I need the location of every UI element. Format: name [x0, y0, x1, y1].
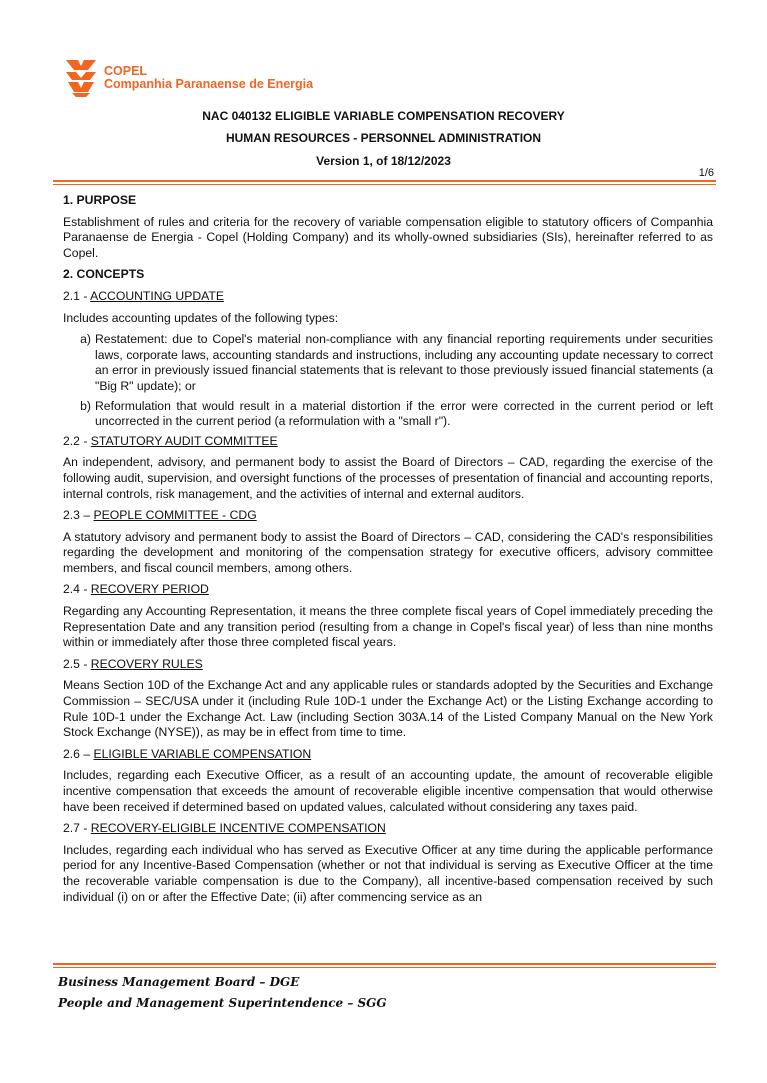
department-title: HUMAN RESOURCES - PERSONNEL ADMINISTRATION	[225, 131, 542, 145]
accounting-update-list	[63, 332, 713, 430]
subsection-number: 2.4 -	[63, 582, 91, 597]
page-number: 1/6	[698, 167, 714, 179]
subsection-title: ELIGIBLE VARIABLE COMPENSATION	[93, 746, 312, 761]
list-marker: a)	[80, 332, 91, 347]
list-item	[63, 399, 713, 430]
recovery-period-text: Regarding any Accounting Representation, it means the three complete fiscal years of Copel immediately preceding the Representation Date and any transition period (resulting from a change in Copel's fiscal year) of less than nine months within or immediately after those three completed fiscal years.	[63, 604, 713, 650]
subsection-number: 2.3 –	[63, 508, 94, 523]
purpose-text: Establishment of rules and criteria for the recovery of variable compensation eligible to statutory officers of Companhia Paranaense de Energia - Copel (Holding Company) and its wholly-owned subsidiaries (SIs), hereinafter referred to as Copel.	[63, 214, 713, 260]
subsection-2-5	[63, 657, 713, 673]
subsection-number: 2.5 -	[63, 656, 91, 671]
subsection-title: ACCOUNTING UPDATE	[90, 288, 224, 303]
logo-subtitle: Companhia Paranaense de Energia	[104, 77, 314, 91]
subsection-number: 2.2 -	[63, 433, 91, 448]
list-marker: b)	[80, 398, 91, 413]
subsection-2-6	[63, 747, 713, 763]
header-divider	[53, 180, 716, 185]
section-heading-purpose: 1. PURPOSE	[63, 193, 137, 207]
version-line: Version 1, of 18/12/2023	[316, 154, 451, 168]
subsection-2-7	[63, 821, 713, 837]
subsection-title: RECOVERY PERIOD	[90, 582, 209, 597]
footer-divider	[53, 963, 716, 968]
subsection-2-1	[63, 289, 713, 305]
recovery-rules-text: Means Section 10D of the Exchange Act and any applicable rules or standards adopted by the Securities and Exchange Commission – SEC/USA under it (including Rule 10D-1 under the Exchange Act) or the Listing Exchange according to Rule 10D-1 under the Exchange Act. Law (including Section 303A.14 of the Listed Company Manual on the New York Stock Exchange (NYSE)), as may be in effect from time to time.	[63, 678, 713, 740]
footer-superintendence: People and Management Superintendence – SGG	[58, 996, 387, 1010]
audit-committee-text: An independent, advisory, and permanent body to assist the Board of Directors – CAD, regarding the exercise of the following audit, supervision, and oversight functions of the processes of presentation of financial and accounting reports, internal controls, risk management, and the activities of internal and external auditors.	[63, 455, 713, 501]
subsection-2-2	[63, 434, 713, 450]
subsection-title: RECOVERY RULES	[90, 656, 203, 671]
subsection-number: 2.7 -	[63, 821, 91, 836]
footer-board: Business Management Board – DGE	[58, 975, 300, 989]
logo-name: COPEL	[104, 64, 148, 78]
subsection-title: STATUTORY AUDIT COMMITTEE	[90, 433, 278, 448]
eligible-compensation-text: Includes, regarding each Executive Officer, as a result of an accounting update, the amount of recoverable eligible incentive compensation that exceeds the amount of recoverable eligible incentive compensation that would otherwise have been received if determined based on updated values, calculated without considering any taxes paid.	[63, 768, 713, 814]
document-body	[63, 193, 713, 911]
subsection-number: 2.1 -	[63, 288, 91, 303]
incentive-compensation-text: Includes, regarding each individual who has served as Executive Officer at any time during the applicable performance period for any Incentive-Based Compensation (whether or not that individual is serving as Executive Officer at the time the recoverable variable compensation is due to the Company), all incentive-based compensation received by such individual (i) on or after the Effective Date; (ii) after commencing service as an	[63, 842, 713, 904]
subsection-title: PEOPLE COMMITTEE - CDG	[93, 508, 257, 523]
list-item-text: Restatement: due to Copel's material non-compliance with any financial reporting requirements under securities laws, corporate laws, accounting standards and instructions, including any accounting update necessary to correct an error in previously issued financial statements that is relevant to those previously issued financial statements (a "Big R" update); or	[95, 332, 713, 393]
list-item	[63, 332, 713, 394]
subsection-2-3	[63, 508, 713, 524]
section-heading-concepts: 2. CONCEPTS	[63, 267, 145, 282]
list-item-text: Reformulation that would result in a material distortion if the error were corrected in the current period or left uncorrected in the current period (a reformulation with a "small r").	[95, 398, 713, 429]
document-title: NAC 040132 ELIGIBLE VARIABLE COMPENSATION RECOVERY	[202, 109, 565, 123]
subsection-number: 2.6 –	[63, 746, 94, 761]
company-logo	[64, 58, 313, 98]
accounting-update-intro: Includes accounting updates of the following types:	[63, 310, 339, 325]
subsection-title: RECOVERY-ELIGIBLE INCENTIVE COMPENSATION	[90, 821, 386, 836]
subsection-2-4	[63, 582, 713, 598]
people-committee-text: A statutory advisory and permanent body to assist the Board of Directors – CAD, considering the CAD's responsibilities regarding the development and monitoring of the compensation strategy for executive officers, advisory committee members, and fiscal council members, among others.	[63, 529, 713, 575]
copel-logo-icon	[64, 58, 98, 98]
